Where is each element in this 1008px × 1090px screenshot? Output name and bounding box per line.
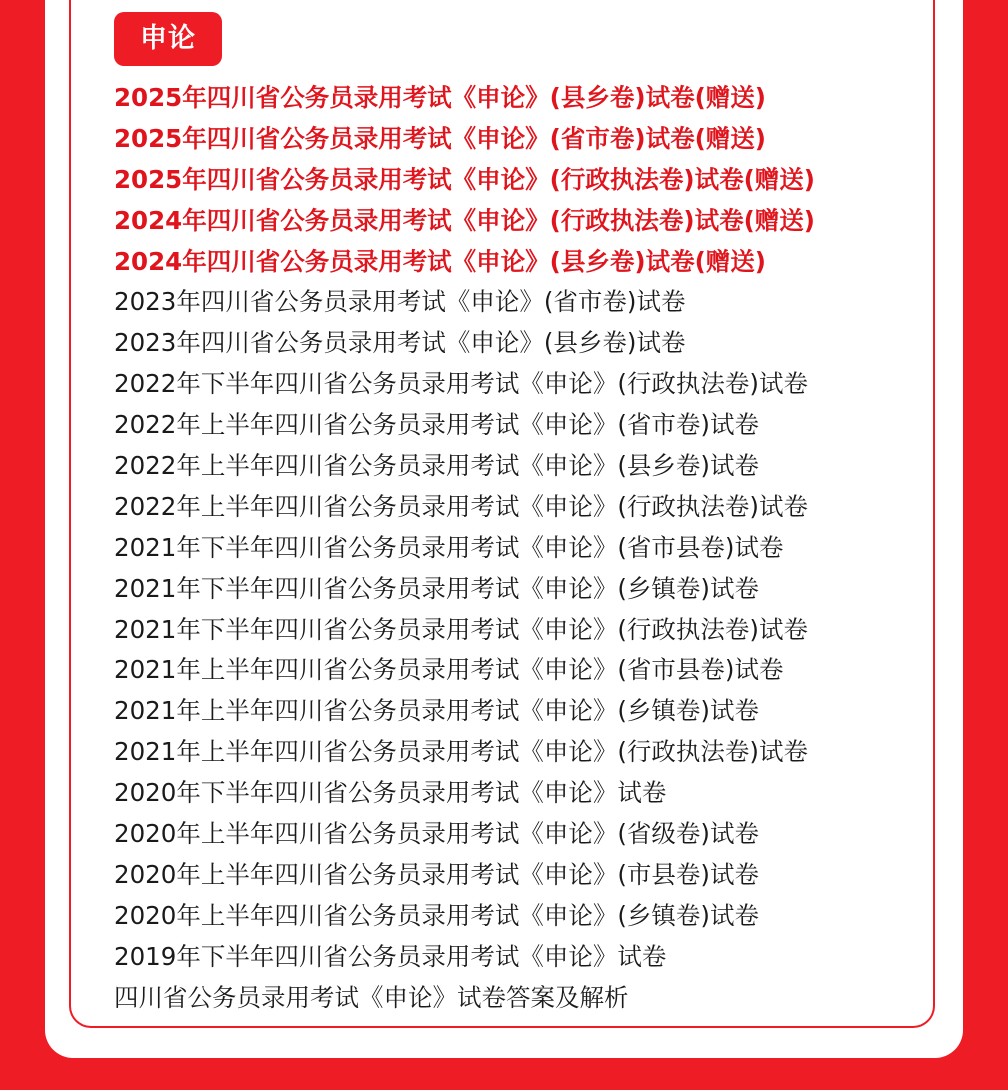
list-item: 2022年下半年四川省公务员录用考试《申论》(行政执法卷)试卷 (114, 369, 808, 399)
list-item: 2025年四川省公务员录用考试《申论》(县乡卷)试卷(赠送) (114, 83, 766, 112)
list-item: 2020年上半年四川省公务员录用考试《申论》(市县卷)试卷 (114, 859, 759, 889)
list-item: 2022年上半年四川省公务员录用考试《申论》(省市卷)试卷 (114, 410, 759, 440)
list-item: 2023年四川省公务员录用考试《申论》(省市卷)试卷 (114, 287, 686, 317)
list-item: 2021年上半年四川省公务员录用考试《申论》(乡镇卷)试卷 (114, 696, 759, 726)
list-item: 2019年下半年四川省公务员录用考试《申论》试卷 (114, 941, 667, 971)
list-item: 2021年上半年四川省公务员录用考试《申论》(省市县卷)试卷 (114, 655, 784, 685)
list-item: 2021年下半年四川省公务员录用考试《申论》(乡镇卷)试卷 (114, 573, 759, 603)
section-badge: 申论 (114, 12, 222, 66)
list-item: 2020年上半年四川省公务员录用考试《申论》(省级卷)试卷 (114, 819, 759, 849)
list-item: 2025年四川省公务员录用考试《申论》(省市卷)试卷(赠送) (114, 123, 766, 153)
content-card (45, 0, 963, 1058)
list-item: 2020年上半年四川省公务员录用考试《申论》(乡镇卷)试卷 (114, 900, 759, 930)
list-item: 2022年上半年四川省公务员录用考试《申论》(行政执法卷)试卷 (114, 491, 808, 521)
list-item: 2020年下半年四川省公务员录用考试《申论》试卷 (114, 778, 667, 808)
list-item: 2023年四川省公务员录用考试《申论》(县乡卷)试卷 (114, 328, 686, 358)
exam-paper-list (114, 78, 815, 1018)
list-item: 2021年上半年四川省公务员录用考试《申论》(行政执法卷)试卷 (114, 737, 808, 767)
list-item: 2022年上半年四川省公务员录用考试《申论》(县乡卷)试卷 (114, 451, 759, 481)
list-item: 2024年四川省公务员录用考试《申论》(县乡卷)试卷(赠送) (114, 246, 766, 276)
list-item: 2021年下半年四川省公务员录用考试《申论》(行政执法卷)试卷 (114, 614, 808, 644)
list-item: 2024年四川省公务员录用考试《申论》(行政执法卷)试卷(赠送) (114, 205, 815, 235)
list-item: 2025年四川省公务员录用考试《申论》(行政执法卷)试卷(赠送) (114, 164, 815, 194)
list-item: 2021年下半年四川省公务员录用考试《申论》(省市县卷)试卷 (114, 532, 784, 562)
list-item: 四川省公务员录用考试《申论》试卷答案及解析 (114, 982, 629, 1012)
